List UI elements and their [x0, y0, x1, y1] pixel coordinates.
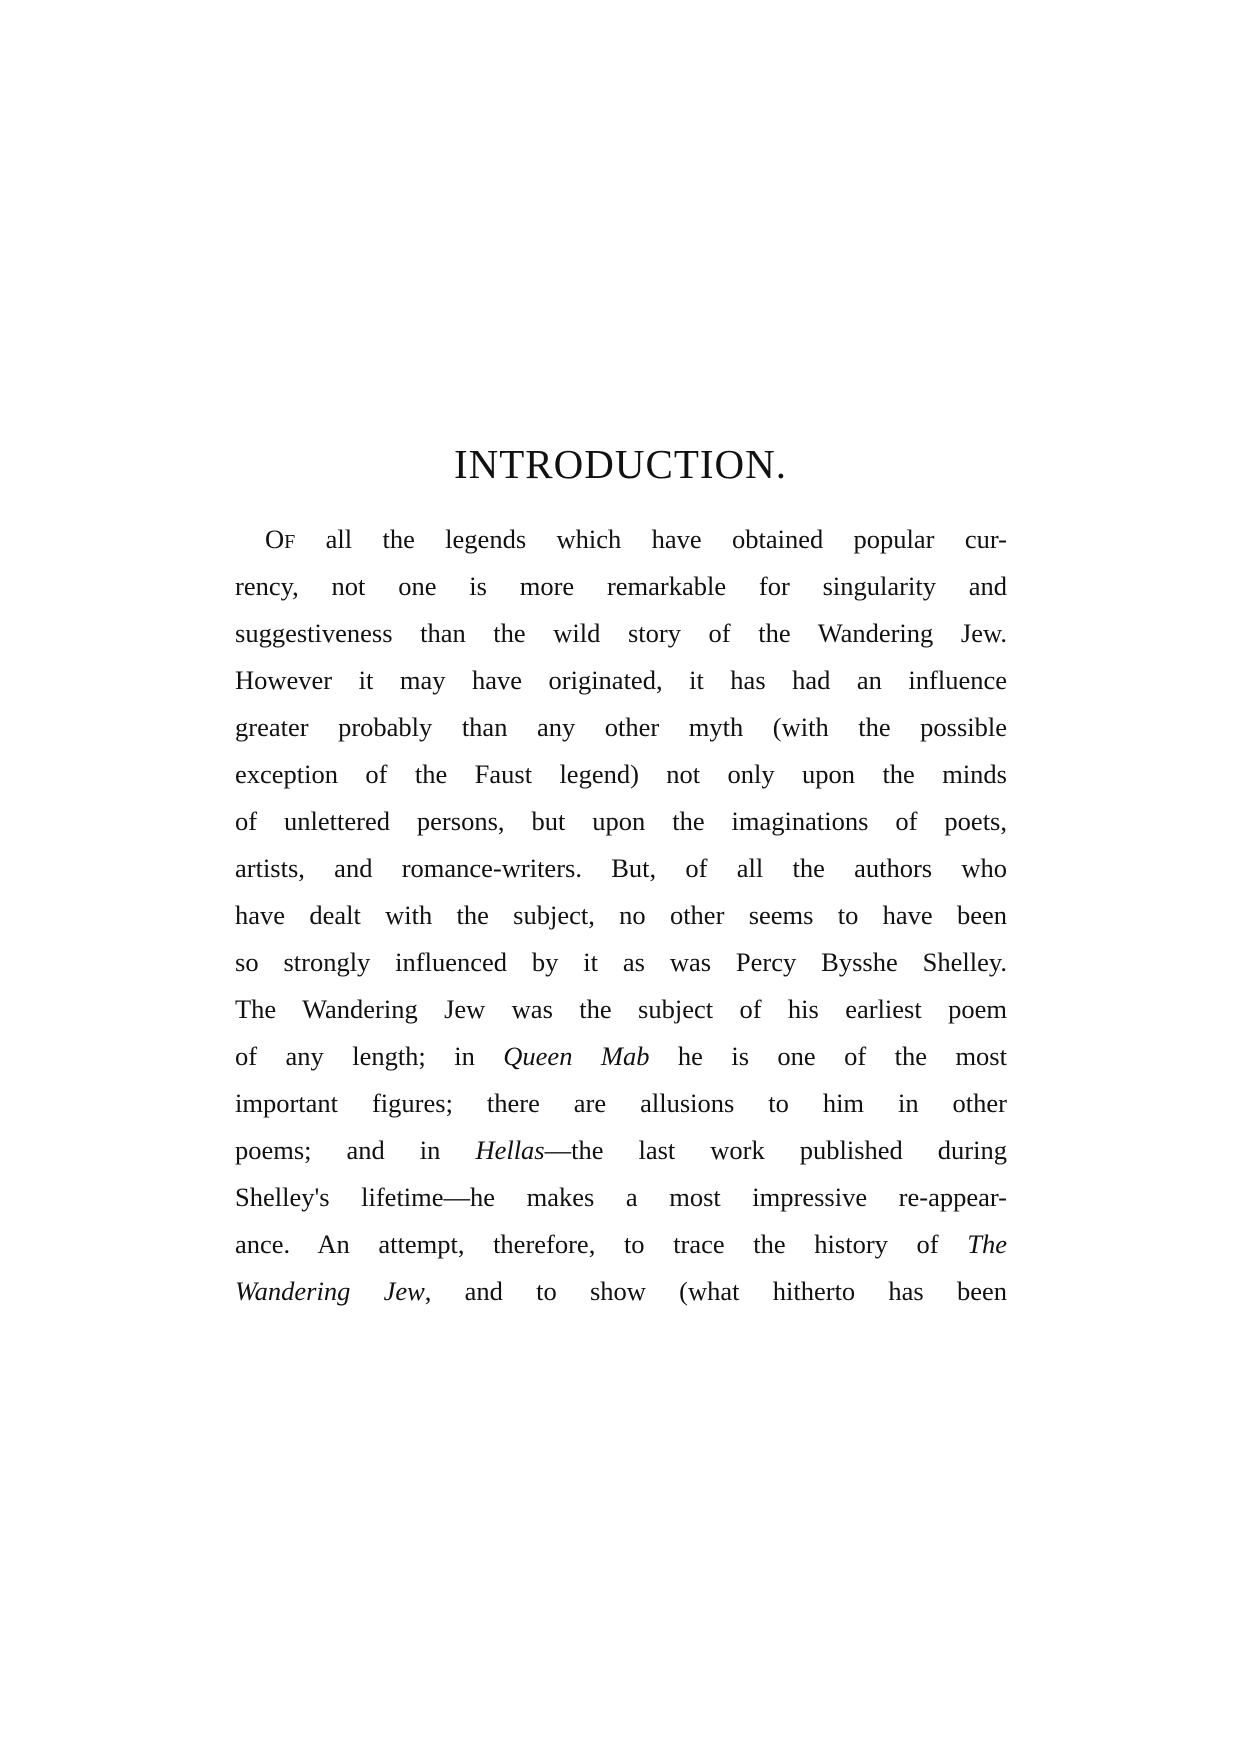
text-line [235, 657, 1007, 704]
text-line [235, 1268, 1007, 1315]
text-line [235, 798, 1007, 845]
text-line [235, 516, 1007, 563]
text-segment: —the last work published during [544, 1135, 1007, 1165]
intro-paragraph [235, 516, 1007, 1315]
italic-title: Wandering Jew [235, 1276, 425, 1306]
italic-title: Hellas [475, 1135, 545, 1165]
text-line [235, 1221, 1007, 1268]
text-line [235, 751, 1007, 798]
text-segment: rency, not one is more remarkable for singularity and [235, 571, 1007, 601]
text-segment: have dealt with the subject, no other seems to have been [235, 900, 1007, 930]
text-segment: artists, and romance-writers. But, of all the authors who [235, 853, 1007, 883]
italic-title: Queen Mab [503, 1041, 650, 1071]
text-segment: important figures; there are allusions to him in other [235, 1088, 1007, 1118]
text-segment: O [265, 524, 285, 554]
text-line [235, 1033, 1007, 1080]
text-segment: of any length; in [235, 1041, 504, 1071]
italic-title: The [967, 1229, 1007, 1259]
text-segment: all the legends which have obtained popular cur- [295, 524, 1007, 554]
text-segment: so strongly influenced by it as was Percy Bysshe Shelley. [235, 947, 1007, 977]
text-segment: he is one of the most [649, 1041, 1007, 1071]
text-segment: Shelley's lifetime—he makes a most impressive re-appear- [235, 1182, 1007, 1212]
text-line [235, 563, 1007, 610]
text-line [235, 892, 1007, 939]
text-line [235, 939, 1007, 986]
text-line [235, 1127, 1007, 1174]
text-segment: exception of the Faust legend) not only upon the minds [235, 759, 1007, 789]
text-line [235, 1174, 1007, 1221]
text-line [235, 1080, 1007, 1127]
text-segment: However it may have originated, it has had an influence [235, 665, 1007, 695]
page-title: INTRODUCTION. [454, 441, 787, 487]
text-segment: The Wandering Jew was the subject of his earliest poem [235, 994, 1007, 1024]
text-line [235, 845, 1007, 892]
text-segment: poems; and in [235, 1135, 476, 1165]
text-line [235, 610, 1007, 657]
text-segment: greater probably than any other myth (with the possible [235, 712, 1007, 742]
text-segment: of unlettered persons, but upon the imaginations of poets, [235, 806, 1007, 836]
text-segment: ance. An attempt, therefore, to trace the history of [235, 1229, 968, 1259]
text-segment: suggestiveness than the wild story of the Wandering Jew. [235, 618, 1007, 648]
text-line [235, 704, 1007, 751]
small-capital: F [284, 531, 296, 553]
text-segment: , and to show (what hitherto has been [424, 1276, 1008, 1306]
text-line [235, 986, 1007, 1033]
